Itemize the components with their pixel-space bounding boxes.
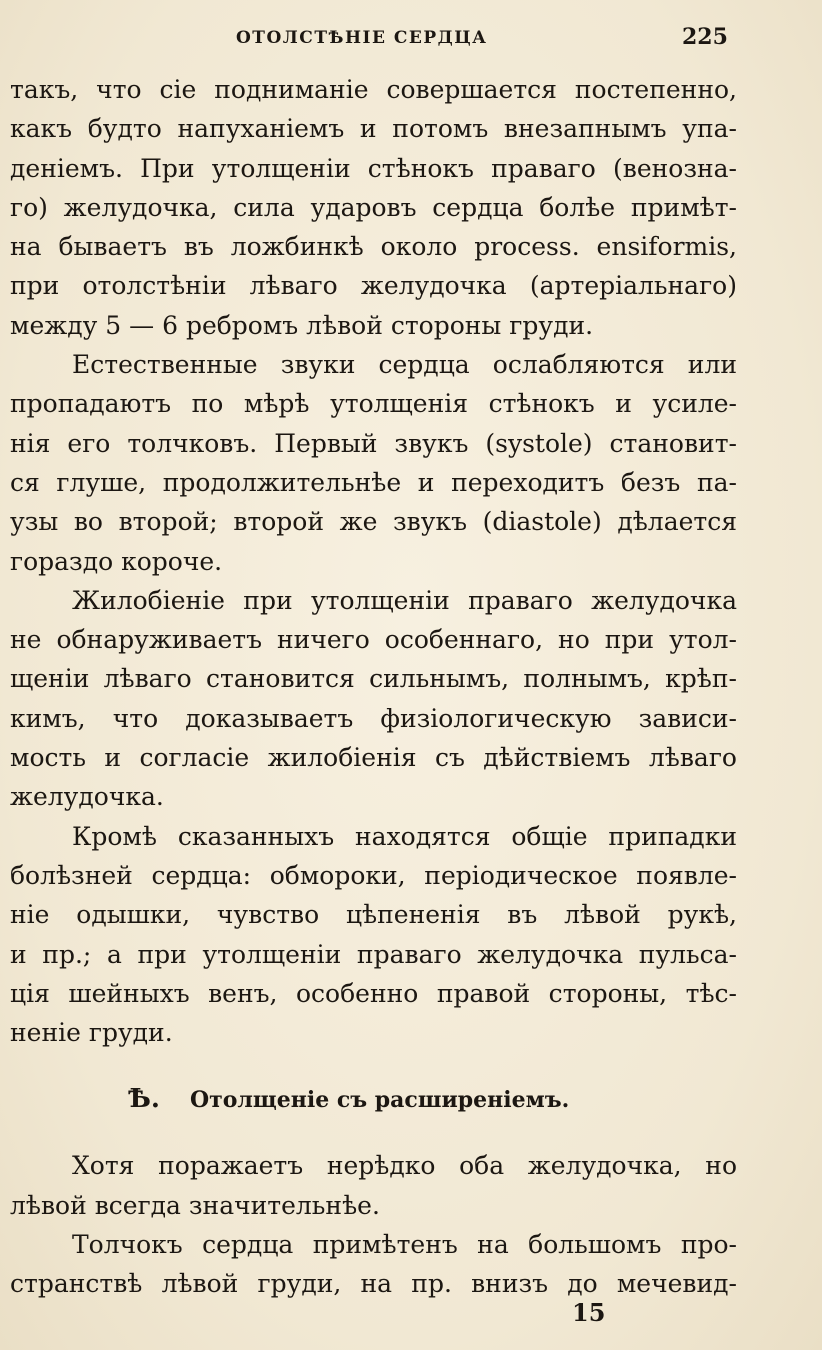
text-line: узы во второй; второй же звукъ (diastole) дѣлается (10, 507, 737, 537)
text-line: Жилобiенiе при утолщенiи праваго желудочка (72, 585, 737, 615)
text-line: на бываетъ въ ложбинкѣ около process. ensiformis, (10, 232, 737, 262)
text-line: Хотя поражаетъ нерѣдко оба желудочка, но (72, 1151, 737, 1181)
text-line: ся глуше, продолжительнѣе и переходитъ безъ па- (10, 467, 737, 497)
text-line: болѣзней сердца: обмороки, перiодическое появле- (10, 860, 737, 890)
text-line: не обнаруживаетъ ничего особеннаго, но при утол- (10, 625, 737, 655)
printer-signature: 15 (572, 1298, 606, 1327)
paragraph-6 (10, 1225, 737, 1304)
paragraph-3 (10, 581, 737, 817)
text-line: такъ, что сiе подниманiе совершается постепенно, (10, 75, 737, 104)
text-line: ненiе груди. (10, 1018, 173, 1048)
text-line: нiе одышки, чувство цѣпененiя въ лѣвой рукѣ, (10, 900, 737, 930)
text-line: кимъ, что доказываетъ физiологическую зависи- (10, 703, 737, 733)
text-line: лѣвой всегда значительнѣе. (10, 1190, 380, 1220)
section-spacer (10, 1052, 737, 1076)
text-line: щенiи лѣваго становится сильнымъ, полнымъ, крѣп- (10, 664, 737, 694)
text-line: нiя его толчковъ. Первый звукъ (systole) становит- (10, 428, 737, 458)
body-text (10, 70, 737, 1304)
paragraph-1 (10, 70, 737, 345)
text-line: при отолстѣнiи лѣваго желудочка (артерiальнаго) (10, 271, 737, 301)
text-line: цiя шейныхъ венъ, особенно правой стороны, тѣс- (10, 978, 737, 1008)
text-line: Кромѣ сказанныхъ находятся общiе припадки (72, 821, 737, 851)
text-line: странствѣ лѣвой груди, на пр. внизъ до мечевид- (10, 1269, 737, 1299)
text-line: Естественные звуки сердца ослабляются или (72, 350, 737, 380)
running-title: ОТОЛСТѢНIЕ СЕРДЦА (236, 28, 488, 48)
section-letter: Ѣ. (128, 1084, 160, 1115)
paragraph-5 (10, 1146, 737, 1225)
section-spacer (10, 1122, 737, 1146)
text-line: денiемъ. При утолщенiи стѣнокъ праваго (венозна- (10, 153, 737, 183)
text-line: желудочка. (10, 782, 164, 812)
paragraph-4 (10, 817, 737, 1053)
text-line: между 5 — 6 ребромъ лѣвой стороны груди. (10, 310, 594, 340)
page-number: 225 (682, 24, 728, 50)
text-line: пропадаютъ по мѣрѣ утолщенiя стѣнокъ и усиле- (10, 389, 737, 419)
paragraph-2 (10, 345, 737, 581)
text-line: го) желудочка, сила ударовъ сердца болѣе примѣт- (10, 192, 737, 222)
text-line: гораздо короче. (10, 546, 223, 576)
text-line: мость и согласiе жилобiенiя съ дѣйствiемъ лѣваго (10, 743, 737, 773)
text-line: какъ будто напуханiемъ и потомъ внезапнымъ упа- (10, 114, 737, 144)
section-title: Отолщенiе съ расширенiемъ. (189, 1087, 570, 1114)
section-heading (10, 1076, 737, 1122)
running-head (0, 24, 822, 54)
text-line: Толчокъ сердца примѣтенъ на большомъ про- (72, 1230, 737, 1260)
text-line: и пр.; а при утолщенiи праваго желудочка пульса- (10, 939, 737, 969)
